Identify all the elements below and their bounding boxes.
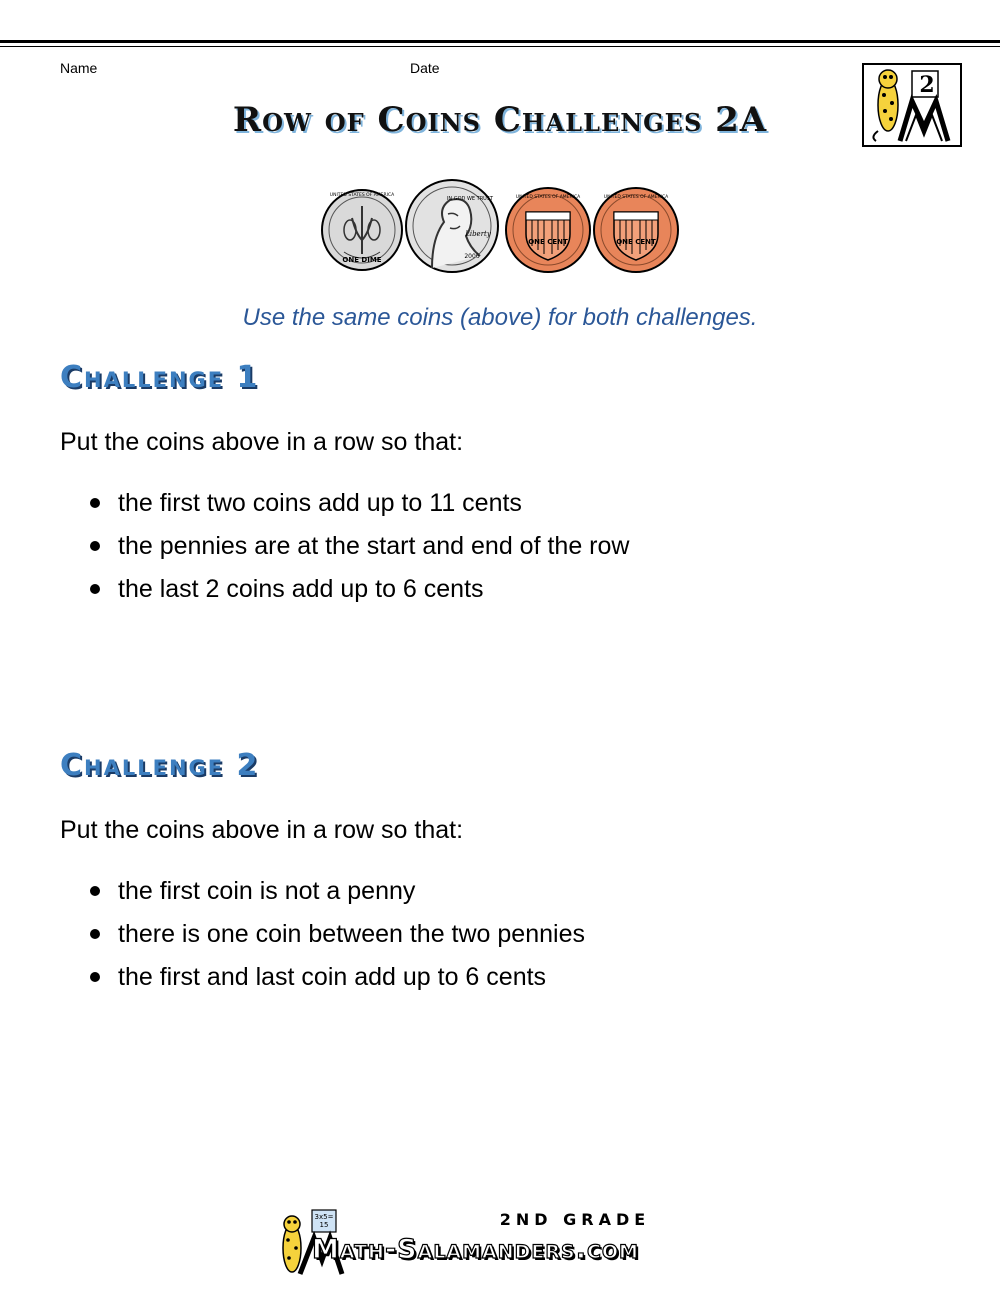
- list-item: the last 2 coins add up to 6 cents: [88, 574, 629, 617]
- coins-illustration: [320, 178, 680, 278]
- penny-icon: [506, 188, 590, 272]
- challenge-1-intro: Put the coins above in a row so that:: [60, 428, 464, 456]
- bullet-icon: [90, 541, 100, 551]
- list-item: the first coin is not a penny: [88, 876, 585, 919]
- list-item: the first and last coin add up to 6 cents: [88, 962, 585, 1005]
- list-item: there is one coin between the two pennies: [88, 919, 585, 962]
- dime-top-text: UNITED STATES OF AMERICA: [329, 193, 395, 198]
- penny-inscription: ONE CENT: [528, 238, 568, 246]
- challenge-2-list: [88, 876, 585, 1005]
- date-label: Date: [410, 60, 440, 76]
- nickel-top-text: IN GOD WE TRUST: [446, 196, 494, 202]
- nickel-icon: [406, 180, 498, 272]
- list-item: the first two coins add up to 11 cents: [88, 488, 629, 531]
- list-item: the pennies are at the start and end of the row: [88, 531, 629, 574]
- grade-logo: [862, 63, 962, 147]
- footer-site-name: Math-Salamanders.com: [312, 1234, 639, 1265]
- penny-top-text: UNITED STATES OF AMERICA: [515, 195, 581, 200]
- bullet-icon: [90, 498, 100, 508]
- salamander-logo-icon: [864, 65, 960, 145]
- nickel-liberty: Liberty: [465, 230, 491, 238]
- penny-inscription: ONE CENT: [616, 238, 656, 246]
- footer-board-text: 3x5= 15: [314, 1213, 334, 1229]
- challenge-2-heading: Challenge 2: [60, 748, 260, 783]
- challenge-1-heading: Challenge 1: [60, 360, 260, 395]
- instruction-text: Use the same coins (above) for both challenges.: [242, 304, 758, 331]
- nickel-year: 2006: [464, 253, 480, 260]
- top-rule: [0, 40, 1000, 43]
- bullet-icon: [90, 886, 100, 896]
- page-title: Row of Coins Challenges 2A: [232, 100, 768, 140]
- name-label: Name: [60, 60, 98, 76]
- bullet-icon: [90, 929, 100, 939]
- penny-icon: [594, 188, 678, 272]
- penny-top-text: UNITED STATES OF AMERICA: [603, 195, 669, 200]
- challenge-1-list: [88, 488, 629, 617]
- dime-inscription: ONE DIME: [342, 256, 382, 264]
- footer-logo: [270, 1208, 730, 1278]
- bullet-icon: [90, 972, 100, 982]
- bullet-icon: [90, 584, 100, 594]
- challenge-2-intro: Put the coins above in a row so that:: [60, 816, 464, 844]
- logo-grade-number: 2: [919, 72, 935, 98]
- top-rule-thin: [0, 46, 1000, 47]
- footer-grade: 2ND GRADE: [499, 1210, 651, 1229]
